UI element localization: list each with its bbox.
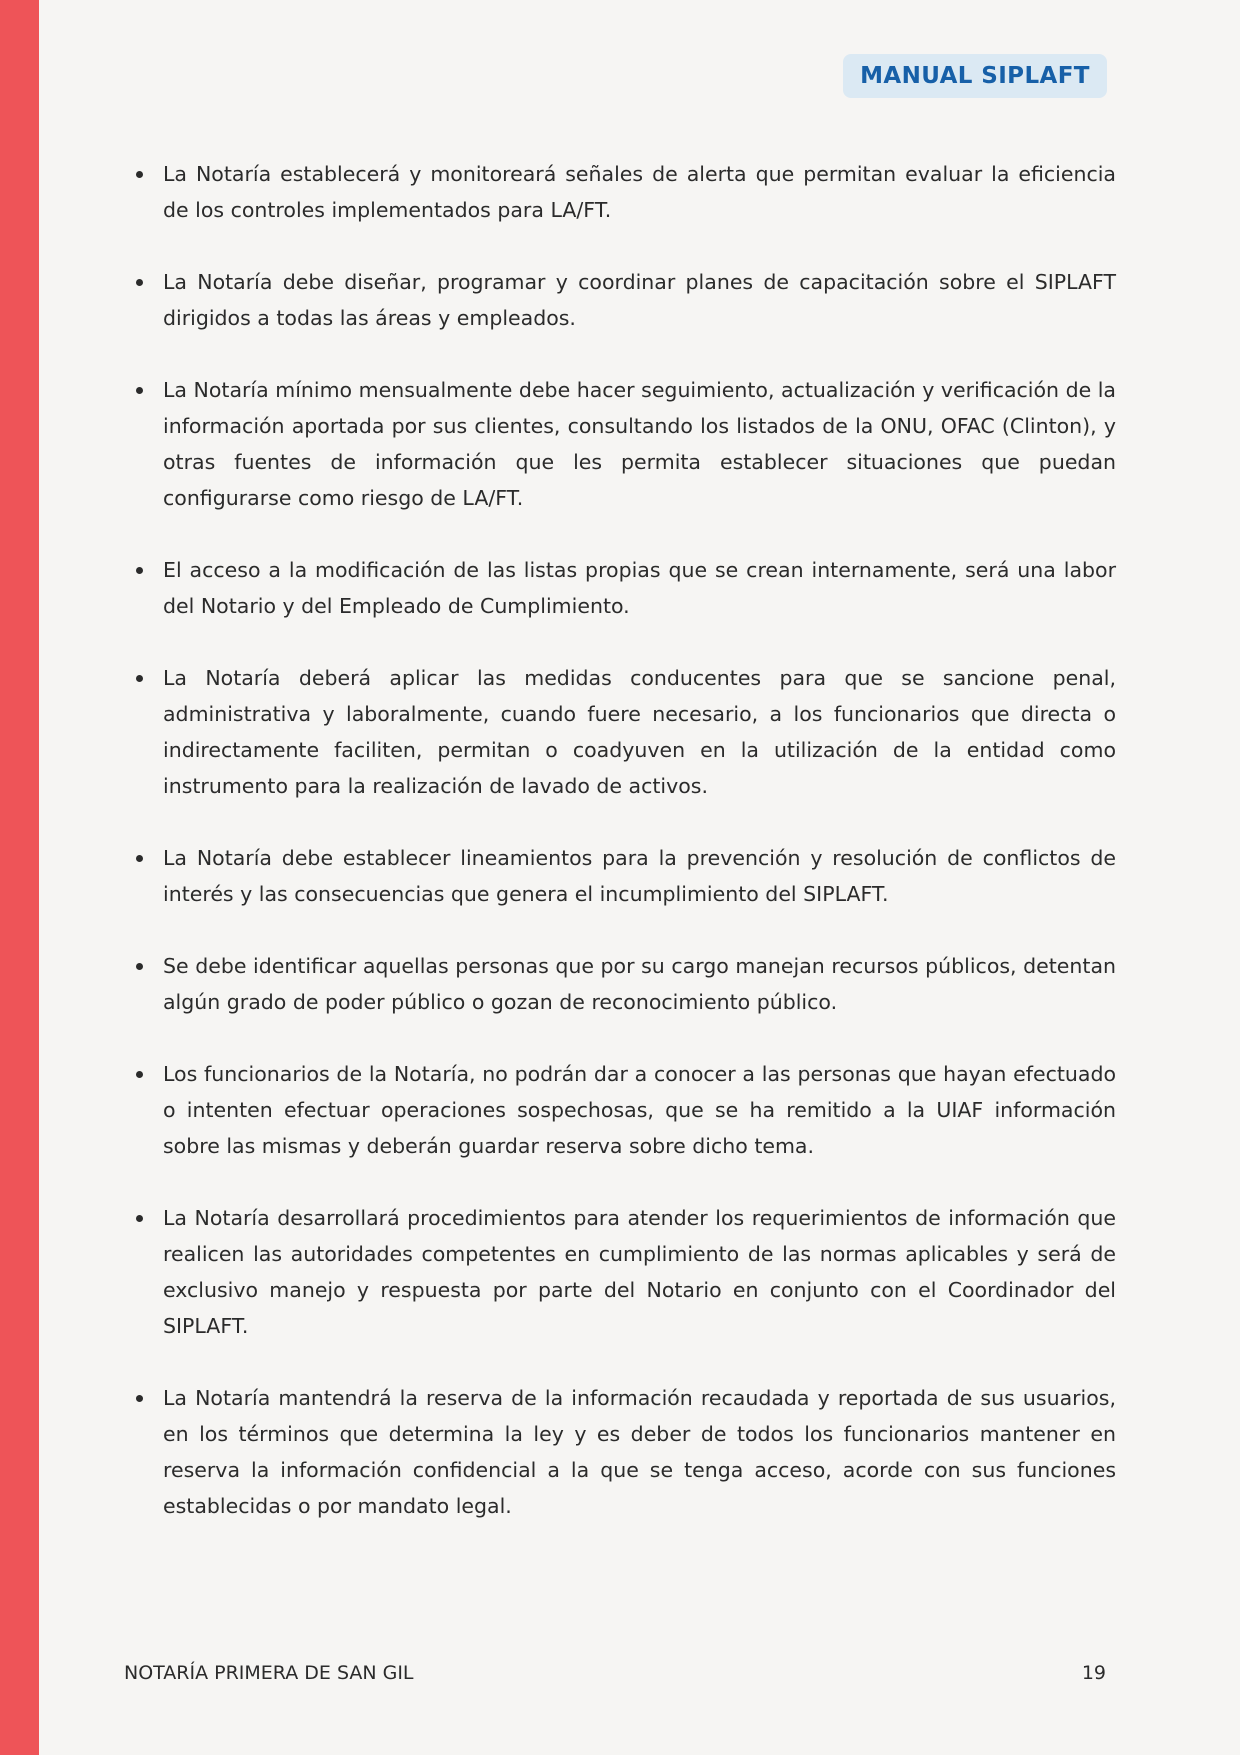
list-item [124, 948, 1116, 1020]
list-item-text: La Notaría mantendrá la reserva de la información recaudada y reportada de sus usuarios, en los términos que determina la ley y es deber de todos los funcionarios mantener en reserva la información confidencial a la que se tenga acceso, acorde con sus funciones establecidas o por mandato legal. [163, 1386, 1116, 1518]
bullet-dot-icon [136, 279, 143, 286]
bullet-list [124, 156, 1116, 1524]
bullet-dot-icon [136, 171, 143, 178]
main-content [124, 156, 1116, 1560]
list-item [124, 660, 1116, 804]
bullet-dot-icon [136, 387, 143, 394]
list-item [124, 1380, 1116, 1524]
bullet-dot-icon [136, 1395, 143, 1402]
list-item-text: La Notaría debe diseñar, programar y coordinar planes de capacitación sobre el SIPLAFT dirigidos a todas las áreas y empleados. [163, 270, 1116, 330]
list-item-text: La Notaría desarrollará procedimientos para atender los requerimientos de información que realicen las autoridades competentes en cumplimiento de las normas aplicables y será de exclusivo manejo y respuesta por parte del Notario en conjunto con el Coordinador del SIPLAFT. [163, 1206, 1116, 1338]
list-item-text: La Notaría establecerá y monitoreará señales de alerta que permitan evaluar la eficiencia de los controles implementados para LA/FT. [163, 162, 1116, 222]
bullet-dot-icon [136, 675, 143, 682]
list-item [124, 1200, 1116, 1344]
list-item-text: La Notaría debe establecer lineamientos para la prevención y resolución de conflictos de interés y las consecuencias que genera el incumplimiento del SIPLAFT. [163, 846, 1116, 906]
list-item [124, 1056, 1116, 1164]
page-number: 19 [1081, 1662, 1106, 1684]
bullet-dot-icon [136, 1215, 143, 1222]
left-accent-stripe [0, 0, 39, 1755]
footer-organization: NOTARÍA PRIMERA DE SAN GIL [124, 1662, 414, 1684]
bullet-dot-icon [136, 1071, 143, 1078]
bullet-dot-icon [136, 567, 143, 574]
list-item [124, 840, 1116, 912]
list-item [124, 372, 1116, 516]
list-item [124, 156, 1116, 228]
list-item-text: Los funcionarios de la Notaría, no podrán dar a conocer a las personas que hayan efectuado o intenten efectuar operaciones sospechosas, que se ha remitido a la UIAF información sobre las mismas y deberán guardar reserva sobre dicho tema. [163, 1062, 1116, 1158]
bullet-dot-icon [136, 855, 143, 862]
list-item-text: La Notaría mínimo mensualmente debe hacer seguimiento, actualización y verificación de la información aportada por sus clientes, consultando los listados de la ONU, OFAC (Clinton), y otras fuentes de información que les permita establecer situaciones que puedan configurarse como riesgo de LA/FT. [163, 378, 1116, 510]
header-badge [843, 54, 1107, 98]
list-item [124, 264, 1116, 336]
page-footer [124, 1658, 1116, 1688]
header-badge-label: MANUAL SIPLAFT [860, 63, 1090, 89]
list-item-text: El acceso a la modificación de las listas propias que se crean internamente, será una labor del Notario y del Empleado de Cumplimiento. [163, 558, 1116, 618]
bullet-dot-icon [136, 963, 143, 970]
list-item-text: Se debe identificar aquellas personas que por su cargo manejan recursos públicos, detentan algún grado de poder público o gozan de reconocimiento público. [163, 954, 1116, 1014]
list-item [124, 552, 1116, 624]
list-item-text: La Notaría deberá aplicar las medidas conducentes para que se sancione penal, administrativa y laboralmente, cuando fuere necesario, a los funcionarios que directa o indirectamente faciliten, permitan o coadyuven en la utilización de la entidad como instrumento para la realización de lavado de activos. [163, 666, 1116, 798]
